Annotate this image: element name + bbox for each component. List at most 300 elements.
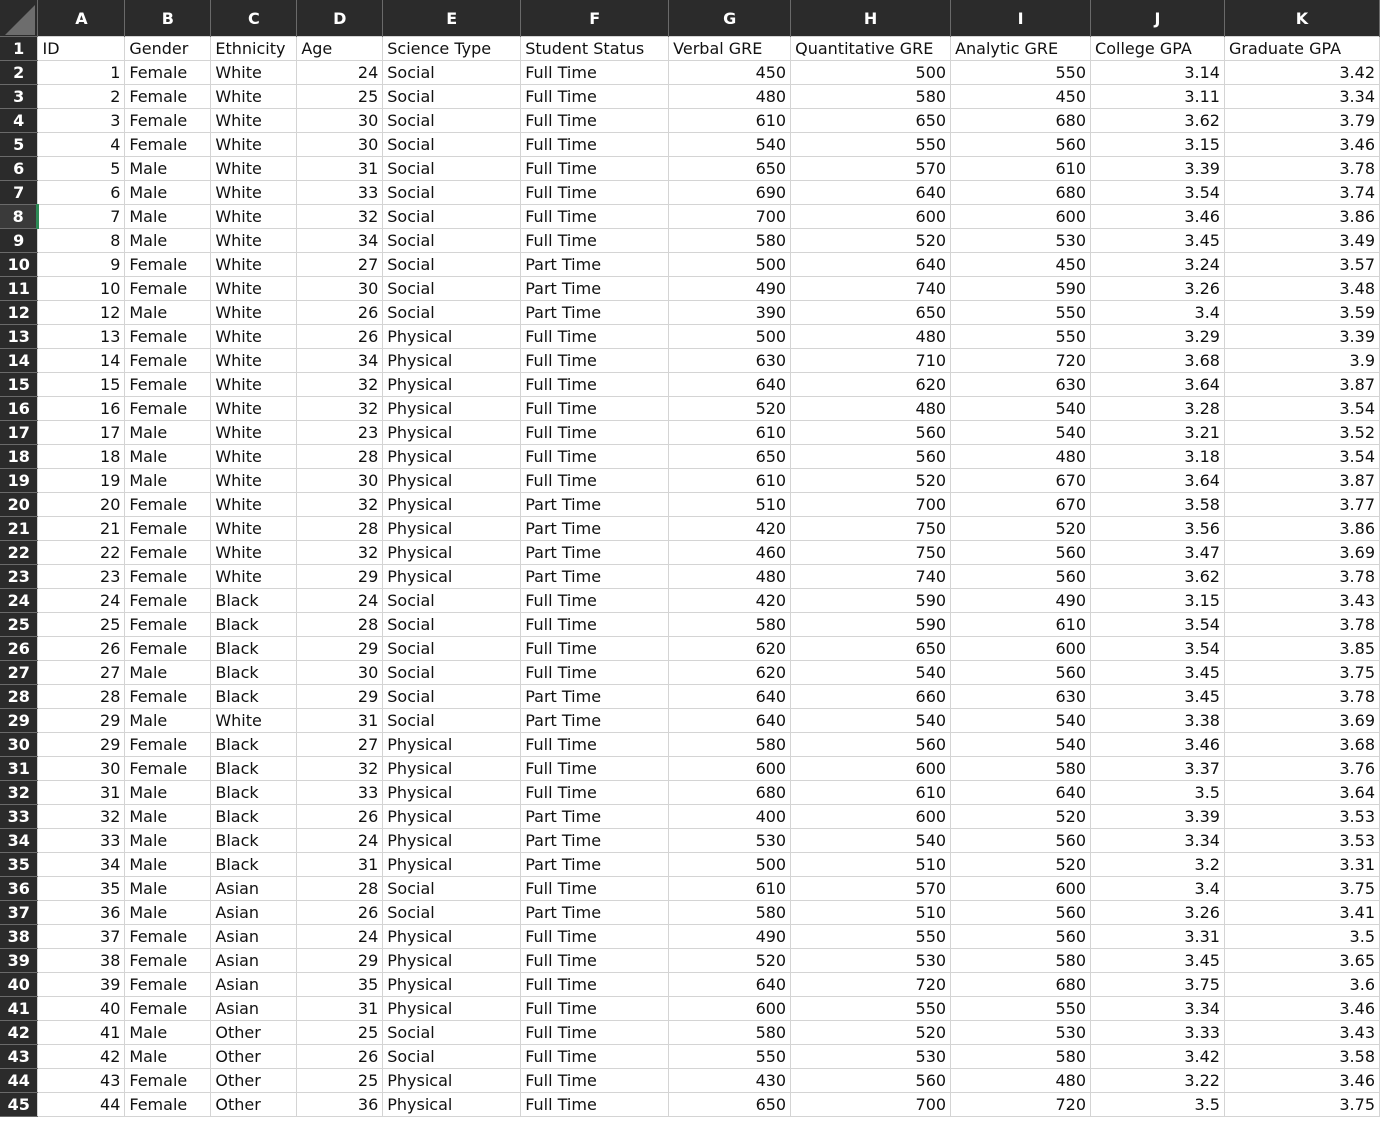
cell[interactable]: Part Time xyxy=(521,901,669,925)
cell[interactable]: Female xyxy=(125,973,211,997)
cell[interactable]: 3.48 xyxy=(1224,277,1379,301)
cell[interactable]: White xyxy=(211,85,297,109)
cell[interactable]: Female xyxy=(125,1069,211,1093)
row-header[interactable]: 2 xyxy=(0,61,38,85)
cell[interactable]: Social xyxy=(383,589,521,613)
cell[interactable]: 3.43 xyxy=(1224,589,1379,613)
cell[interactable]: Physical xyxy=(383,1093,521,1117)
cell[interactable]: 30 xyxy=(297,469,383,493)
cell[interactable]: Part Time xyxy=(521,541,669,565)
cell[interactable]: 3.87 xyxy=(1224,373,1379,397)
row-header[interactable]: 4 xyxy=(0,109,38,133)
cell[interactable]: 29 xyxy=(38,709,125,733)
cell[interactable]: Physical xyxy=(383,1069,521,1093)
cell[interactable]: 36 xyxy=(297,1093,383,1117)
cell[interactable]: 30 xyxy=(297,109,383,133)
cell[interactable]: 680 xyxy=(669,781,791,805)
cell[interactable]: 29 xyxy=(38,733,125,757)
cell[interactable]: 3.64 xyxy=(1091,469,1225,493)
cell[interactable]: Full Time xyxy=(521,469,669,493)
cell[interactable]: 650 xyxy=(669,445,791,469)
cell[interactable]: 34 xyxy=(297,229,383,253)
cell[interactable]: Full Time xyxy=(521,229,669,253)
cell[interactable]: Physical xyxy=(383,949,521,973)
cell[interactable]: 3.2 xyxy=(1091,853,1225,877)
cell[interactable]: 3.68 xyxy=(1224,733,1379,757)
cell[interactable]: Male xyxy=(125,781,211,805)
cell[interactable]: 28 xyxy=(297,613,383,637)
cell[interactable]: White xyxy=(211,229,297,253)
cell[interactable]: Black xyxy=(211,589,297,613)
cell[interactable]: Full Time xyxy=(521,325,669,349)
cell[interactable]: Black xyxy=(211,637,297,661)
cell[interactable]: Full Time xyxy=(521,781,669,805)
cell[interactable]: 560 xyxy=(951,661,1091,685)
cell[interactable]: Black xyxy=(211,613,297,637)
cell[interactable]: 3.78 xyxy=(1224,565,1379,589)
cell[interactable]: 3.46 xyxy=(1224,997,1379,1021)
cell[interactable]: 560 xyxy=(791,421,951,445)
cell[interactable]: Female xyxy=(125,541,211,565)
cell[interactable]: Black xyxy=(211,805,297,829)
cell[interactable]: 3.46 xyxy=(1224,1069,1379,1093)
cell[interactable]: Male xyxy=(125,229,211,253)
cell[interactable]: White xyxy=(211,349,297,373)
cell[interactable]: 3.54 xyxy=(1091,613,1225,637)
cell[interactable]: 3.5 xyxy=(1224,925,1379,949)
cell[interactable]: 590 xyxy=(791,589,951,613)
cell[interactable]: 3.29 xyxy=(1091,325,1225,349)
cell[interactable]: 610 xyxy=(669,109,791,133)
cell[interactable]: Male xyxy=(125,1021,211,1045)
row-header[interactable]: 7 xyxy=(0,181,38,205)
cell[interactable]: White xyxy=(211,253,297,277)
cell[interactable]: Physical xyxy=(383,565,521,589)
cell[interactable]: Full Time xyxy=(521,373,669,397)
cell[interactable]: Physical xyxy=(383,397,521,421)
cell[interactable]: 32 xyxy=(297,397,383,421)
cell[interactable]: 3.39 xyxy=(1091,805,1225,829)
cell[interactable]: 3.33 xyxy=(1091,1021,1225,1045)
cell[interactable]: 630 xyxy=(951,373,1091,397)
cell[interactable]: 3.5 xyxy=(1091,781,1225,805)
cell[interactable]: 740 xyxy=(791,565,951,589)
cell[interactable]: 3.54 xyxy=(1224,445,1379,469)
cell[interactable]: 34 xyxy=(38,853,125,877)
cell[interactable]: Female xyxy=(125,757,211,781)
cell[interactable]: 25 xyxy=(297,1069,383,1093)
row-header[interactable]: 43 xyxy=(0,1045,38,1069)
row-header[interactable]: 17 xyxy=(0,421,38,445)
cell[interactable]: Social xyxy=(383,277,521,301)
cell[interactable]: Male xyxy=(125,301,211,325)
cell[interactable]: 40 xyxy=(38,997,125,1021)
cell[interactable]: Asian xyxy=(211,901,297,925)
cell[interactable]: 3.64 xyxy=(1224,781,1379,805)
cell[interactable]: 3.18 xyxy=(1091,445,1225,469)
cell[interactable]: 3.43 xyxy=(1224,1021,1379,1045)
cell[interactable]: 33 xyxy=(297,781,383,805)
cell[interactable]: Physical xyxy=(383,325,521,349)
cell[interactable]: Black xyxy=(211,685,297,709)
cell[interactable]: 640 xyxy=(669,685,791,709)
cell[interactable]: 680 xyxy=(951,109,1091,133)
row-header[interactable]: 14 xyxy=(0,349,38,373)
cell[interactable]: Asian xyxy=(211,925,297,949)
cell[interactable]: 13 xyxy=(38,325,125,349)
cell[interactable]: Female xyxy=(125,349,211,373)
cell[interactable]: 610 xyxy=(951,157,1091,181)
cell[interactable]: 39 xyxy=(38,973,125,997)
cell[interactable]: 590 xyxy=(951,277,1091,301)
cell[interactable]: White xyxy=(211,421,297,445)
cell[interactable]: 530 xyxy=(951,229,1091,253)
column-header-k[interactable]: K xyxy=(1224,0,1379,37)
cell[interactable]: Full Time xyxy=(521,1069,669,1093)
cell[interactable]: 620 xyxy=(669,637,791,661)
cell[interactable]: 3.54 xyxy=(1091,637,1225,661)
row-header[interactable]: 23 xyxy=(0,565,38,589)
cell[interactable]: Full Time xyxy=(521,637,669,661)
cell[interactable]: 24 xyxy=(297,829,383,853)
cell[interactable]: 3.58 xyxy=(1091,493,1225,517)
cell[interactable]: Full Time xyxy=(521,133,669,157)
cell[interactable]: White xyxy=(211,541,297,565)
cell[interactable]: Male xyxy=(125,181,211,205)
cell[interactable]: 3.76 xyxy=(1224,757,1379,781)
row-header[interactable]: 28 xyxy=(0,685,38,709)
cell[interactable]: 3.86 xyxy=(1224,517,1379,541)
cell[interactable]: 23 xyxy=(38,565,125,589)
cell[interactable]: Female xyxy=(125,517,211,541)
cell[interactable]: 3.47 xyxy=(1091,541,1225,565)
cell[interactable]: 3.26 xyxy=(1091,901,1225,925)
cell[interactable]: Female xyxy=(125,925,211,949)
cell[interactable]: 3.59 xyxy=(1224,301,1379,325)
cell[interactable]: 650 xyxy=(669,1093,791,1117)
cell[interactable]: 27 xyxy=(38,661,125,685)
cell[interactable]: Full Time xyxy=(521,997,669,1021)
cell[interactable]: 520 xyxy=(951,805,1091,829)
cell[interactable]: Part Time xyxy=(521,853,669,877)
column-label-cell[interactable]: Analytic GRE xyxy=(951,37,1091,61)
cell[interactable]: 620 xyxy=(791,373,951,397)
cell[interactable]: 450 xyxy=(951,85,1091,109)
cell[interactable]: Other xyxy=(211,1093,297,1117)
row-header[interactable]: 10 xyxy=(0,253,38,277)
cell[interactable]: 3.24 xyxy=(1091,253,1225,277)
cell[interactable]: 3.9 xyxy=(1224,349,1379,373)
cell[interactable]: 580 xyxy=(669,229,791,253)
cell[interactable]: 720 xyxy=(791,973,951,997)
cell[interactable]: 42 xyxy=(38,1045,125,1069)
cell[interactable]: 3.22 xyxy=(1091,1069,1225,1093)
cell[interactable]: White xyxy=(211,277,297,301)
cell[interactable]: 24 xyxy=(38,589,125,613)
cell[interactable]: Social xyxy=(383,229,521,253)
cell[interactable]: 44 xyxy=(38,1093,125,1117)
cell[interactable]: 610 xyxy=(791,781,951,805)
cell[interactable]: 3.87 xyxy=(1224,469,1379,493)
cell[interactable]: Female xyxy=(125,373,211,397)
cell[interactable]: 3.45 xyxy=(1091,949,1225,973)
cell[interactable]: 28 xyxy=(297,445,383,469)
cell[interactable]: 600 xyxy=(669,757,791,781)
cell[interactable]: 3.6 xyxy=(1224,973,1379,997)
row-header[interactable]: 21 xyxy=(0,517,38,541)
cell[interactable]: 3.46 xyxy=(1224,133,1379,157)
cell[interactable]: 26 xyxy=(38,637,125,661)
row-header[interactable]: 12 xyxy=(0,301,38,325)
row-header[interactable]: 31 xyxy=(0,757,38,781)
cell[interactable]: 3.75 xyxy=(1224,661,1379,685)
cell[interactable]: Full Time xyxy=(521,613,669,637)
cell[interactable]: Full Time xyxy=(521,973,669,997)
cell[interactable]: Male xyxy=(125,445,211,469)
cell[interactable]: 560 xyxy=(951,565,1091,589)
cell[interactable]: 670 xyxy=(951,493,1091,517)
cell[interactable]: 640 xyxy=(669,973,791,997)
cell[interactable]: 31 xyxy=(297,709,383,733)
cell[interactable]: Male xyxy=(125,805,211,829)
cell[interactable]: 700 xyxy=(791,1093,951,1117)
cell[interactable]: 26 xyxy=(297,1045,383,1069)
cell[interactable]: 33 xyxy=(297,181,383,205)
row-header[interactable]: 30 xyxy=(0,733,38,757)
cell[interactable]: 2 xyxy=(38,85,125,109)
cell[interactable]: 640 xyxy=(791,181,951,205)
cell[interactable]: White xyxy=(211,445,297,469)
cell[interactable]: 490 xyxy=(669,277,791,301)
cell[interactable]: 7 xyxy=(38,205,125,229)
row-header[interactable]: 11 xyxy=(0,277,38,301)
cell[interactable]: 430 xyxy=(669,1069,791,1093)
cell[interactable]: 3.46 xyxy=(1091,733,1225,757)
cell[interactable]: 3.21 xyxy=(1091,421,1225,445)
cell[interactable]: 28 xyxy=(297,877,383,901)
cell[interactable]: 640 xyxy=(951,781,1091,805)
cell[interactable]: 3.54 xyxy=(1091,181,1225,205)
cell[interactable]: 600 xyxy=(791,805,951,829)
row-header[interactable]: 25 xyxy=(0,613,38,637)
cell[interactable]: 3.5 xyxy=(1091,1093,1225,1117)
cell[interactable]: Black xyxy=(211,829,297,853)
column-label-cell[interactable]: Age xyxy=(297,37,383,61)
cell[interactable]: 3.77 xyxy=(1224,493,1379,517)
cell[interactable]: 690 xyxy=(669,181,791,205)
cell[interactable]: Full Time xyxy=(521,949,669,973)
cell[interactable]: 540 xyxy=(951,397,1091,421)
cell[interactable]: Social xyxy=(383,85,521,109)
cell[interactable]: 3.86 xyxy=(1224,205,1379,229)
cell[interactable]: 630 xyxy=(669,349,791,373)
row-header[interactable]: 39 xyxy=(0,949,38,973)
cell[interactable]: 560 xyxy=(791,733,951,757)
cell[interactable]: White xyxy=(211,301,297,325)
cell[interactable]: 490 xyxy=(951,589,1091,613)
row-header[interactable]: 19 xyxy=(0,469,38,493)
cell[interactable]: Male xyxy=(125,901,211,925)
cell[interactable]: Male xyxy=(125,877,211,901)
cell[interactable]: 4 xyxy=(38,133,125,157)
column-header-i[interactable]: I xyxy=(951,0,1091,37)
cell[interactable]: 570 xyxy=(791,877,951,901)
cell[interactable]: Full Time xyxy=(521,757,669,781)
cell[interactable]: 620 xyxy=(669,661,791,685)
cell[interactable]: Physical xyxy=(383,757,521,781)
cell[interactable]: 560 xyxy=(791,445,951,469)
cell[interactable]: Full Time xyxy=(521,205,669,229)
cell[interactable]: Physical xyxy=(383,781,521,805)
cell[interactable]: 480 xyxy=(951,1069,1091,1093)
cell[interactable]: Full Time xyxy=(521,1021,669,1045)
cell[interactable]: 3.31 xyxy=(1091,925,1225,949)
row-header[interactable]: 37 xyxy=(0,901,38,925)
cell[interactable]: 580 xyxy=(669,901,791,925)
cell[interactable]: 3.69 xyxy=(1224,541,1379,565)
cell[interactable]: 550 xyxy=(951,997,1091,1021)
cell[interactable]: 590 xyxy=(791,613,951,637)
cell[interactable]: 600 xyxy=(669,997,791,1021)
cell[interactable]: 23 xyxy=(297,421,383,445)
column-label-cell[interactable]: Graduate GPA xyxy=(1224,37,1379,61)
cell[interactable]: 3.68 xyxy=(1091,349,1225,373)
cell[interactable]: White xyxy=(211,133,297,157)
cell[interactable]: Physical xyxy=(383,733,521,757)
cell[interactable]: 530 xyxy=(951,1021,1091,1045)
cell[interactable]: Social xyxy=(383,613,521,637)
row-header[interactable]: 36 xyxy=(0,877,38,901)
cell[interactable]: Female xyxy=(125,109,211,133)
cell[interactable]: 3.53 xyxy=(1224,805,1379,829)
cell[interactable]: 520 xyxy=(951,853,1091,877)
cell[interactable]: 650 xyxy=(791,637,951,661)
row-header[interactable]: 1 xyxy=(0,37,38,61)
cell[interactable]: Asian xyxy=(211,877,297,901)
cell[interactable]: Female xyxy=(125,133,211,157)
cell[interactable]: Social xyxy=(383,637,521,661)
column-header-a[interactable]: A xyxy=(38,0,125,37)
cell[interactable]: 3.39 xyxy=(1091,157,1225,181)
cell[interactable]: 32 xyxy=(297,541,383,565)
cell[interactable]: 32 xyxy=(38,805,125,829)
cell[interactable]: White xyxy=(211,157,297,181)
cell[interactable]: 3.15 xyxy=(1091,133,1225,157)
cell[interactable]: Male xyxy=(125,829,211,853)
cell[interactable]: Physical xyxy=(383,517,521,541)
row-header[interactable]: 27 xyxy=(0,661,38,685)
cell[interactable]: 420 xyxy=(669,517,791,541)
cell[interactable]: Female xyxy=(125,325,211,349)
cell[interactable]: 540 xyxy=(951,733,1091,757)
cell[interactable]: 670 xyxy=(951,469,1091,493)
cell[interactable]: 530 xyxy=(791,949,951,973)
cell[interactable]: 540 xyxy=(791,661,951,685)
cell[interactable]: 3.58 xyxy=(1224,1045,1379,1069)
cell[interactable]: Social xyxy=(383,253,521,277)
cell[interactable]: Full Time xyxy=(521,157,669,181)
cell[interactable]: 3.52 xyxy=(1224,421,1379,445)
cell[interactable]: 3.45 xyxy=(1091,229,1225,253)
cell[interactable]: Physical xyxy=(383,469,521,493)
cell[interactable]: Black xyxy=(211,733,297,757)
cell[interactable]: 540 xyxy=(791,829,951,853)
cell[interactable]: Part Time xyxy=(521,277,669,301)
row-header[interactable]: 42 xyxy=(0,1021,38,1045)
cell[interactable]: Physical xyxy=(383,973,521,997)
cell[interactable]: Female xyxy=(125,949,211,973)
cell[interactable]: 640 xyxy=(669,709,791,733)
cell[interactable]: Full Time xyxy=(521,1093,669,1117)
row-header[interactable]: 38 xyxy=(0,925,38,949)
cell[interactable]: 500 xyxy=(669,853,791,877)
cell[interactable]: 520 xyxy=(669,397,791,421)
cell[interactable]: Full Time xyxy=(521,181,669,205)
cell[interactable]: 3.34 xyxy=(1091,997,1225,1021)
cell[interactable]: 26 xyxy=(297,805,383,829)
cell[interactable]: Male xyxy=(125,469,211,493)
cell[interactable]: Social xyxy=(383,661,521,685)
cell[interactable]: Female xyxy=(125,589,211,613)
cell[interactable]: Social xyxy=(383,157,521,181)
cell[interactable]: White xyxy=(211,469,297,493)
cell[interactable]: 550 xyxy=(951,301,1091,325)
cell[interactable]: 24 xyxy=(297,589,383,613)
cell[interactable]: Female xyxy=(125,397,211,421)
cell[interactable]: 1 xyxy=(38,61,125,85)
row-header[interactable]: 20 xyxy=(0,493,38,517)
row-header[interactable]: 18 xyxy=(0,445,38,469)
cell[interactable]: 580 xyxy=(669,613,791,637)
row-header[interactable]: 22 xyxy=(0,541,38,565)
row-header[interactable]: 6 xyxy=(0,157,38,181)
cell[interactable]: 610 xyxy=(669,421,791,445)
cell[interactable]: Other xyxy=(211,1021,297,1045)
cell[interactable]: 3.39 xyxy=(1224,325,1379,349)
cell[interactable]: Full Time xyxy=(521,85,669,109)
cell[interactable]: Black xyxy=(211,661,297,685)
cell[interactable]: 3.62 xyxy=(1091,565,1225,589)
cell[interactable]: 680 xyxy=(951,181,1091,205)
cell[interactable]: 30 xyxy=(38,757,125,781)
cell[interactable]: 510 xyxy=(791,853,951,877)
cell[interactable]: 20 xyxy=(38,493,125,517)
row-header[interactable]: 34 xyxy=(0,829,38,853)
cell[interactable]: Full Time xyxy=(521,661,669,685)
cell[interactable]: Part Time xyxy=(521,565,669,589)
cell[interactable]: Female xyxy=(125,253,211,277)
cell[interactable]: Male xyxy=(125,421,211,445)
cell[interactable]: Female xyxy=(125,637,211,661)
cell[interactable]: 27 xyxy=(297,253,383,277)
cell[interactable]: Physical xyxy=(383,805,521,829)
cell[interactable]: White xyxy=(211,709,297,733)
row-header[interactable]: 5 xyxy=(0,133,38,157)
cell[interactable]: 540 xyxy=(951,421,1091,445)
cell[interactable]: Physical xyxy=(383,853,521,877)
cell[interactable]: Female xyxy=(125,613,211,637)
cell[interactable]: 450 xyxy=(951,253,1091,277)
cell[interactable]: Physical xyxy=(383,373,521,397)
cell[interactable]: 38 xyxy=(38,949,125,973)
cell[interactable]: 29 xyxy=(297,565,383,589)
cell[interactable]: 31 xyxy=(38,781,125,805)
cell[interactable]: 36 xyxy=(38,901,125,925)
cell[interactable]: 32 xyxy=(297,493,383,517)
cell[interactable]: 8 xyxy=(38,229,125,253)
cell[interactable]: Physical xyxy=(383,445,521,469)
cell[interactable]: 520 xyxy=(791,229,951,253)
